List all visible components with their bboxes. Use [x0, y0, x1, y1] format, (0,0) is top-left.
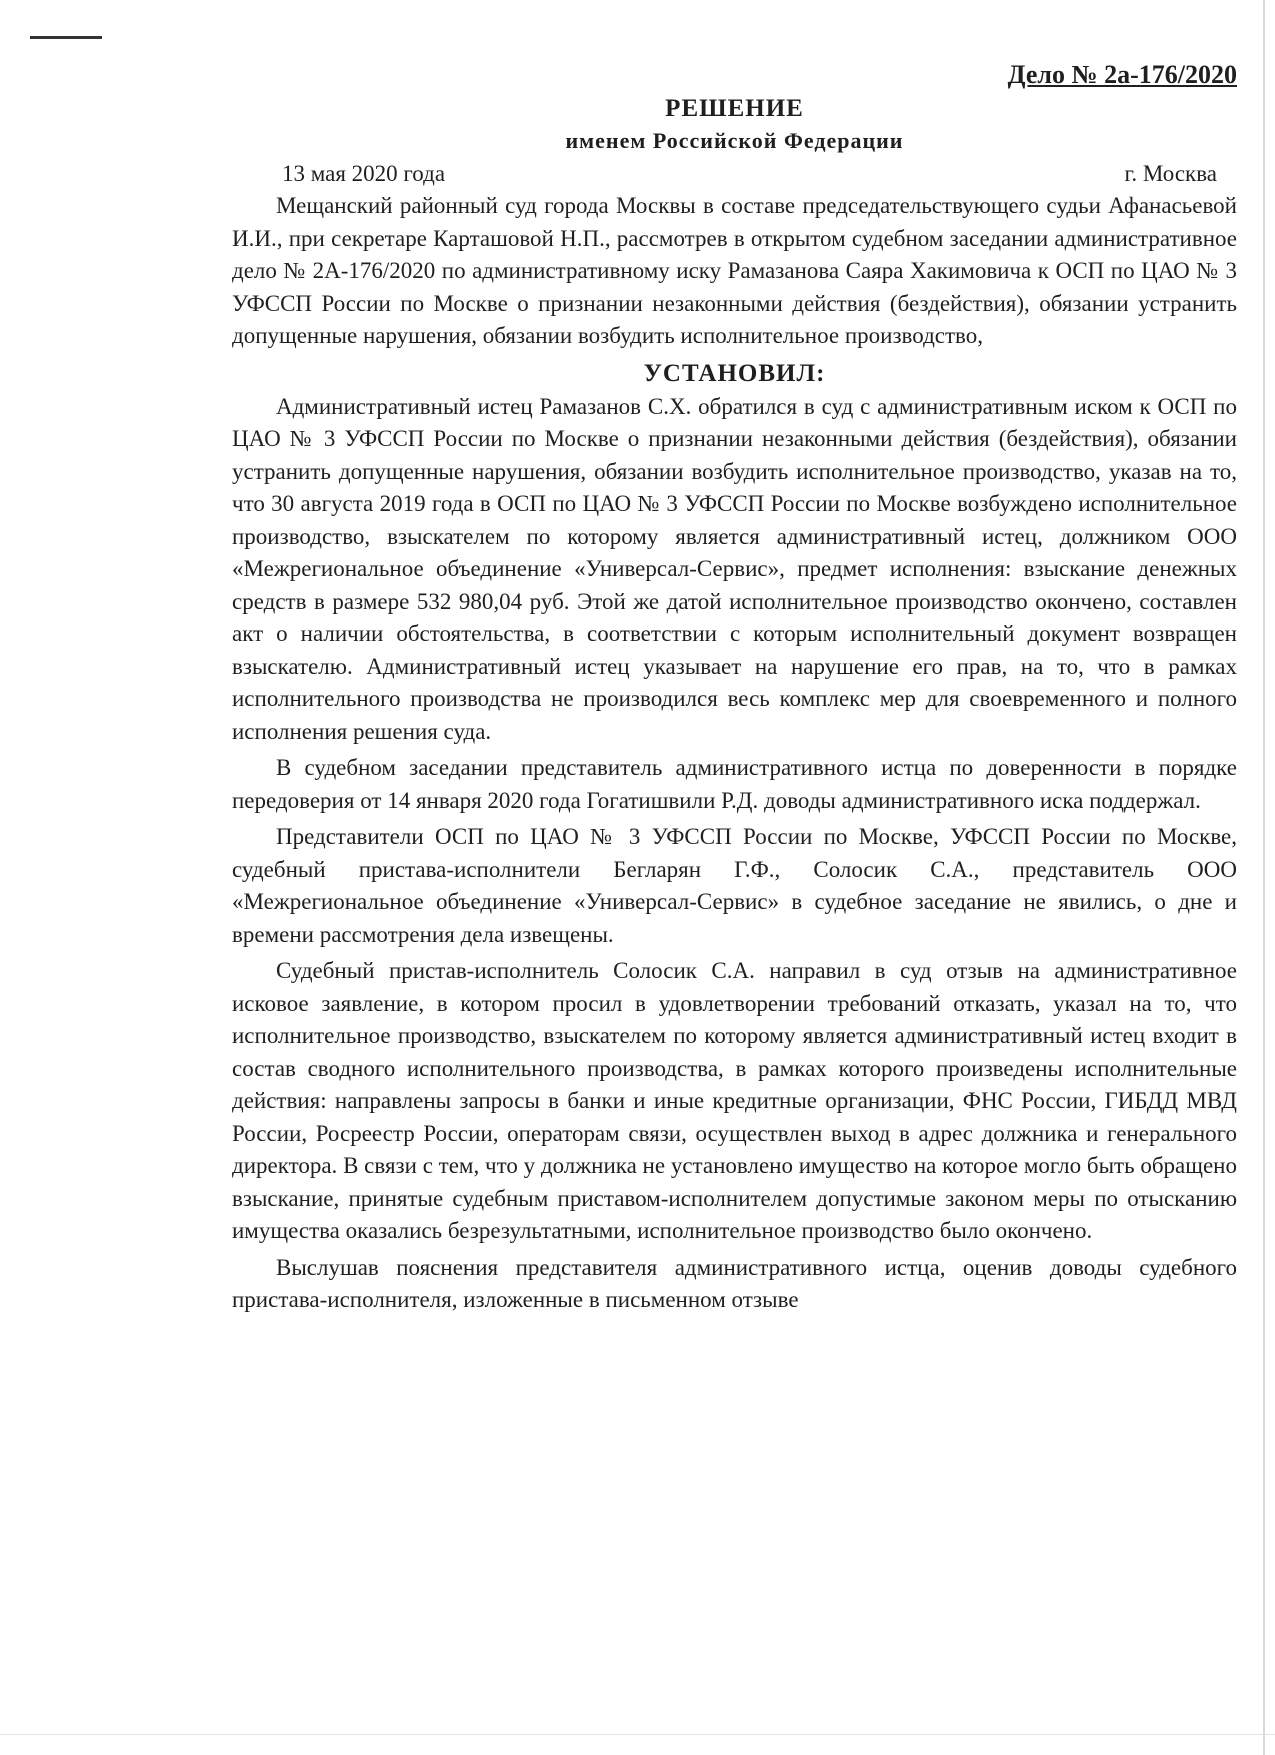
paragraph: Административный истец Рамазанов С.Х. обратился в суд с административным иском к ОСП по ЦАО № 3 УФССП России по Москве о признании незаконными действия (бездействия), обязании устранить допущенные нарушения, обязании возбудить исполнительное производство, указав на то, что 30 августа 2019 года в ОСП по ЦАО № 3 УФССП России по Москве возбуждено исполнительное производство, взыскателем по которому является административный истец, должником ООО «Межрегиональное объединение «Универсал-Сервис», предмет исполнения: взыскание денежных средств в размере 532 980,04 руб. Этой же датой исполнительное производство окончено, составлен акт о наличии обстоятельства, в соответствии с которым исполнительный документ возвращен взыскателю. Административный истец указывает на нарушение его прав, на то, что в рамках исполнительного производства не производился весь комплекс мер для своевременного и полного исполнения решения суда. — [232, 393, 1237, 744]
intro-paragraph: Мещанский районный суд города Москвы в составе председательствующего судьи Афанасьевой И.И., при секретаре Карташовой Н.П., рассмотрев в открытом судебном заседании административное дело № 2А-176/2020 по административному иску Рамазанова Саяра Хакимовича к ОСП по ЦАО № 3 УФССП России по Москве о признании незаконными действия (бездействия), обязании устранить допущенные нарушения, обязании возбудить исполнительное производство, — [232, 193, 1237, 348]
scan-mark — [30, 36, 102, 39]
document-title: РЕШЕНИЕ — [665, 95, 804, 122]
date-line — [232, 158, 1237, 190]
scan-edge — [1263, 0, 1265, 1755]
paragraph: Представители ОСП по ЦАО № 3 УФССП России по Москве, УФССП России по Москве, судебный пристава-исполнители Бегларян Г.Ф., Солосик С.А., представитель ООО «Межрегиональное объединение «Универсал-Сервис» в судебное заседание не явились, о дне и времени рассмотрения дела извещены. — [232, 824, 1237, 947]
paragraph: В судебном заседании представитель административного истца по доверенности в порядке передоверия от 14 января 2020 года Гогатишвили Р.Д. доводы административного иска поддержал. — [232, 755, 1237, 813]
document-page — [232, 58, 1237, 1738]
decision-date: 13 мая 2020 года — [282, 161, 446, 186]
paragraph: Выслушав пояснения представителя административного истца, оценив доводы судебного пристава-исполнителя, изложенные в письменном отзыве — [232, 1254, 1237, 1312]
case-number: Дело № 2а-176/2020 — [1007, 60, 1237, 89]
section-title: УСТАНОВИЛ: — [643, 359, 826, 387]
decision-city: г. Москва — [1124, 161, 1217, 186]
paragraph: Судебный пристав-исполнитель Солосик С.А. направил в суд отзыв на административное исковое заявление, в котором просил в удовлетворении требований отказать, указал на то, что исполнительное производство, взыскателем по которому является административный истец входит в состав сводного исполнительного производства, в рамках которого произведены исполнительные действия: направлены запросы в банки и иные кредитные организации, ФНС России, ГИБДД МВД России, Росреестр России, операторам связи, осуществлен выход в адрес должника и генерального директора. В связи с тем, что у должника не установлено имущество на которое могло быть обращено взыскание, принятые судебным приставом-исполнителем допустимые законом меры по отысканию имущества оказались безрезультатными, исполнительное производство было окончено. — [232, 958, 1237, 1243]
document-subtitle: именем Российской Федерации — [565, 128, 904, 153]
